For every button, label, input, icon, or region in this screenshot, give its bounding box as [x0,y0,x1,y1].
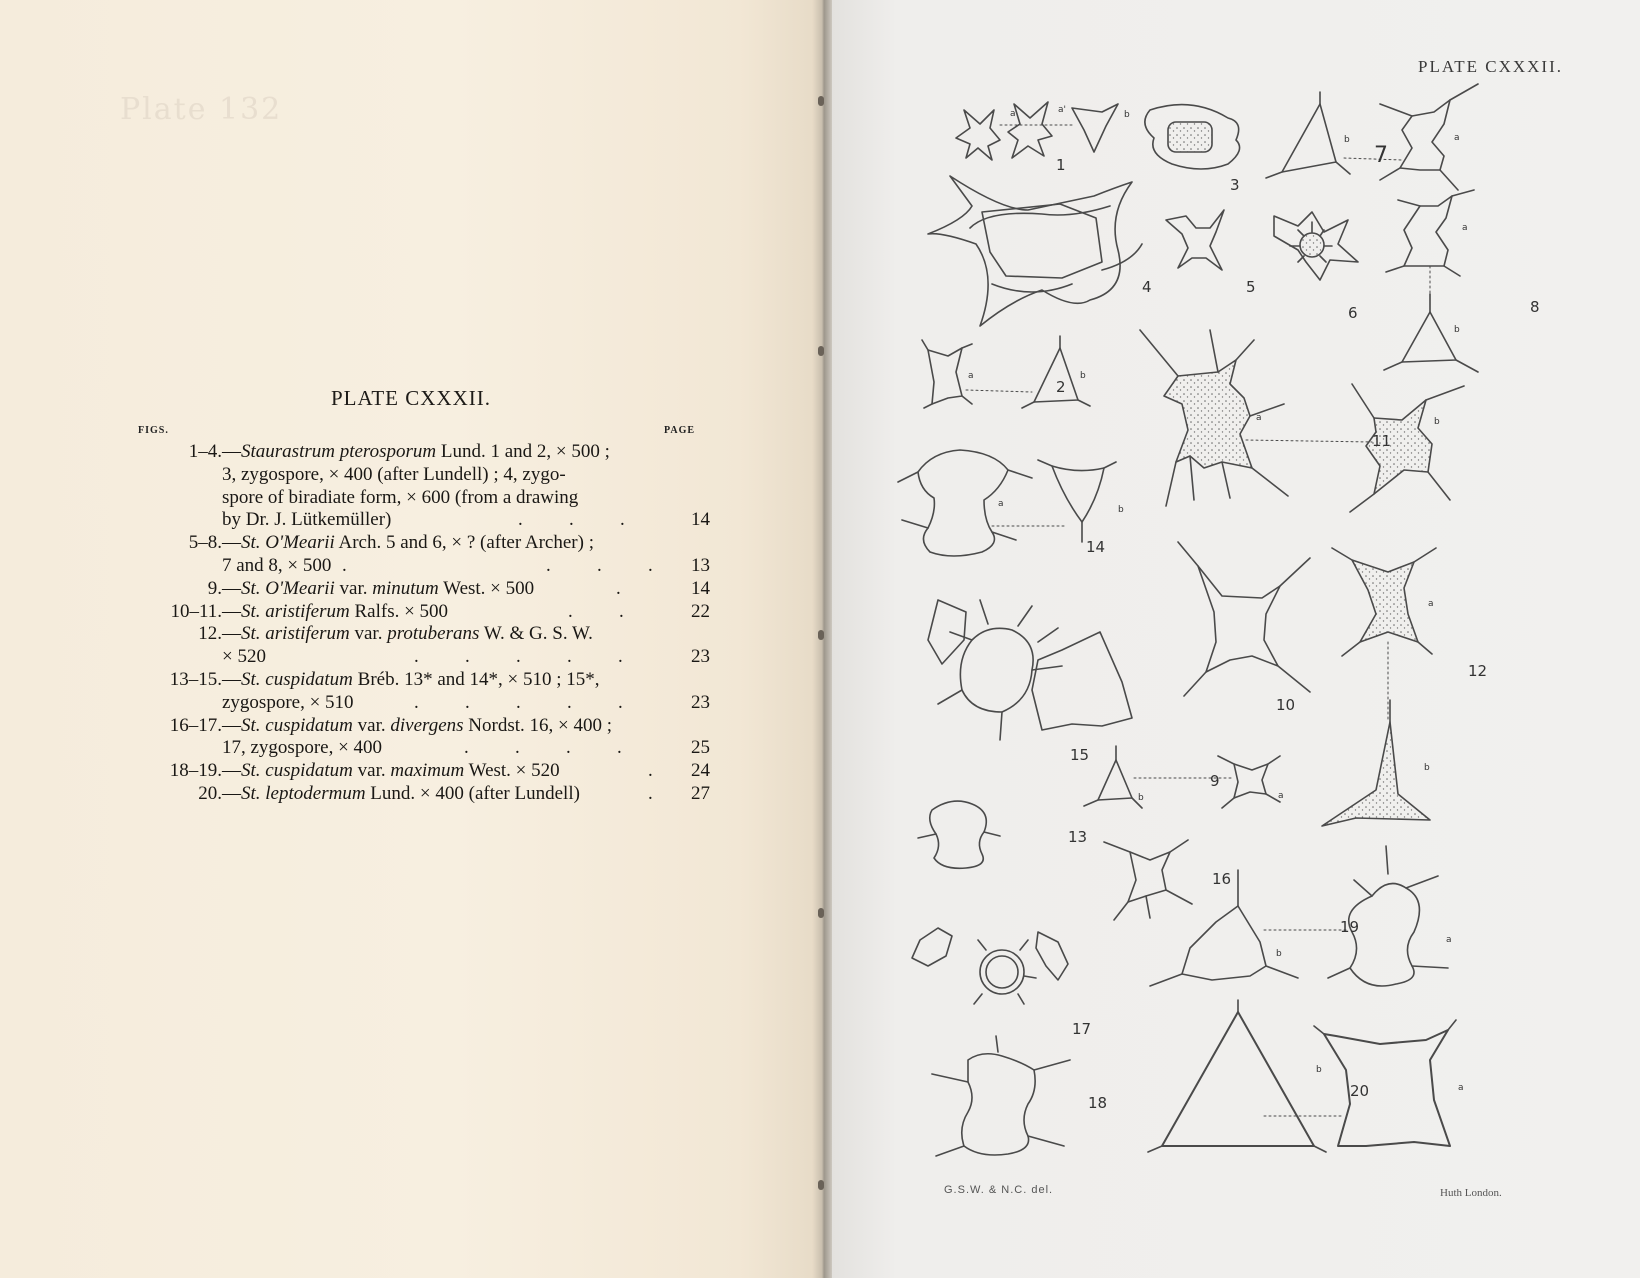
figure-number-label: 14 [1086,538,1106,556]
binding-stitch [818,346,824,356]
entry-detail: Bréb. 13* and 14*, × 510 ; 15*, [352,668,600,690]
list-item: 13–15. —St. cuspidatum Bréb. 13* and 14*, × 510 ; 15*, [169,668,600,690]
plate-illustrations [832,0,1640,1278]
page-number: 22 [691,600,710,622]
view-label: a' [1058,105,1066,115]
figure-6 [1274,212,1358,280]
page-number: 13 [691,554,710,576]
variety-name: protuberans [387,623,480,645]
entry-detail: zygospore, × 510 [222,691,354,713]
entry-detail: 7 and 8, × 500 [222,554,332,576]
fig-range: 12. [198,623,222,645]
leader-dots: . . . [518,509,625,531]
figure-number-label: 16 [1212,870,1232,888]
figure-13 [918,801,1000,868]
figure-15 [928,600,1132,740]
figure-1 [956,102,1130,160]
entry-detail: West. × 500 [438,577,535,599]
list-item: 9. —St. O'Mearii var. minutum West. × 500 . 14 [207,577,710,599]
species-name: St. leptodermum [241,782,366,804]
species-name: St. O'Mearii [241,532,335,554]
figure-number-label: 20 [1350,1082,1370,1100]
entry-detail: Lund. 1 and 2, × 500 ; [436,441,610,462]
entry-detail: Ralfs. × 500 [349,600,449,622]
view-label: a [998,499,1004,509]
page-number: 25 [691,737,710,759]
figure-number-label: 1 [1056,156,1066,174]
leader-dots: . [648,782,653,804]
page-number: 23 [691,691,710,713]
view-label: b [1424,763,1430,773]
figure-number-label: 3 [1230,176,1240,194]
figure-number-label: 10 [1276,696,1296,714]
leader-dots: . . . . . [414,691,623,713]
view-label: b [1138,793,1144,803]
plate-title: PLATE CXXXII. [1418,57,1563,76]
figure-number-label: 8 [1530,298,1540,316]
page-number: 14 [691,509,710,531]
list-item: 18–19. —St. cuspidatum var. maximum West. × 520 . 24 [169,760,710,782]
figure-20 [1148,1000,1464,1152]
species-name: St. aristiferum [241,600,350,622]
entry-detail: 17, zygospore, × 400 [222,737,383,759]
figure-number-label: 19 [1340,918,1360,936]
entry-detail: × 520 [222,646,266,668]
figure-11 [1140,330,1464,512]
figure-10 [1178,542,1310,696]
printer-credit: Huth London. [1440,1187,1502,1199]
figure-3 [1145,105,1240,169]
view-label: a [1256,413,1262,423]
entry-detail: W. & G. S. W. [479,623,593,645]
entry-detail: Lund. × 400 (after Lundell) [365,782,580,804]
page-title: PLATE CXXXII. [331,386,491,410]
figure-number-label: 7 [1374,143,1388,168]
ghost-show-through-text: Plate 132 [120,92,283,127]
binding-stitch [818,630,824,640]
figure-4 [928,176,1142,326]
leader-dots: . . . . [464,737,622,759]
figure-number-label: 5 [1246,278,1256,296]
binding-stitch [818,908,824,918]
leader-dots: . [648,760,653,782]
species-name: St. cuspidatum [241,714,353,736]
figure-number-label: 9 [1210,772,1220,790]
view-label: b [1316,1065,1322,1075]
figure-number-label: 2 [1056,378,1066,396]
figs-column-header: FIGS. [138,425,169,436]
figure-12 [1322,548,1436,826]
view-label: a [1010,109,1016,119]
view-label: b [1118,505,1124,515]
fig-range: 10–11. [170,600,222,622]
variety-name: maximum [390,760,465,782]
figure-7 [1266,84,1478,190]
fig-range: 5–8. [188,532,222,554]
entry-detail: spore of biradiate form, × 600 (from a drawing [222,486,579,508]
figure-number-label: 15 [1070,746,1090,764]
species-name: St. aristiferum [241,623,350,645]
figure-9 [1084,746,1284,808]
fig-range: 9. [207,577,222,599]
fig-range: 16–17. [169,714,222,736]
figure-index-list [118,441,708,806]
view-label: a [1454,133,1460,143]
figure-2 [922,336,1090,408]
list-item: 20. —St. leptodermum Lund. × 400 (after Lundell) . 27 [198,782,710,804]
leader-dots: . . . . [342,554,653,576]
variety-name: minutum [372,577,439,599]
figure-19 [1150,846,1452,986]
view-label: b [1344,135,1350,145]
entry-detail: West. × 520 [464,760,560,782]
leader-dots: . . [568,600,624,622]
variety-name: divergens [390,714,464,736]
view-label: b [1080,371,1086,381]
figure-5 [1166,210,1224,270]
binding-stitch [818,1180,824,1190]
list-item: 16–17. —St. cuspidatum var. divergens Nordst. 16, × 400 ; [169,714,612,736]
list-item: 12. —St. aristiferum var. protuberans W. & G. S. W. [198,623,593,645]
figure-number-label: 12 [1468,662,1488,680]
page-number: 27 [691,782,710,804]
species-name: St. O'Mearii [241,577,335,599]
view-label: a [1428,599,1434,609]
list-item [118,441,708,464]
leader-dots: . . . . . [414,646,623,668]
view-label: b [1454,325,1460,335]
figure-8 [1384,190,1478,372]
page-column-header: PAGE [664,425,696,436]
artist-credit: G.S.W. & N.C. del. [944,1184,1054,1196]
figure-number-label: 6 [1348,304,1358,322]
view-label: a [968,371,974,381]
figure-17 [912,928,1068,1004]
species-name: St. cuspidatum [241,760,353,782]
figure-number-label: 4 [1142,278,1152,296]
list-item: 5–8. —St. O'Mearii Arch. 5 and 6, × ? (after Archer) ; [188,532,594,554]
entry-detail: by Dr. J. Lütkemüller) [222,509,392,531]
fig-range: 18–19. [169,760,222,782]
view-label: a [1458,1083,1464,1093]
dash: — [222,441,241,462]
view-label: b [1124,110,1130,120]
list-item: 10–11. —St. aristiferum Ralfs. × 500 . . 22 [170,600,710,622]
figure-number-label: 17 [1072,1020,1092,1038]
leader-dots: . [616,577,621,599]
entry-detail: Arch. 5 and 6, × ? (after Archer) ; [334,532,594,554]
fig-range: 13–15. [169,668,222,690]
species-name: St. cuspidatum [241,668,353,690]
view-label: b [1434,417,1440,427]
page-number: 23 [691,646,710,668]
fig-range: 1–4. [188,441,222,462]
view-label: a [1446,935,1452,945]
page-number: 24 [691,760,710,782]
figure-number-label: 11 [1372,432,1392,450]
figure-number-label: 18 [1088,1094,1108,1112]
binding-stitch [818,96,824,106]
entry-detail: 3, zygospore, × 400 (after Lundell) ; 4, zygo- [222,463,566,485]
figure-number-label: 13 [1068,828,1088,846]
fig-range: 20. [198,782,222,804]
entry-detail: Nordst. 16, × 400 ; [463,714,612,736]
view-label: a [1278,791,1284,801]
species-name: Staurastrum pterosporum [241,441,437,462]
page-number: 14 [691,577,710,599]
view-label: a [1462,223,1468,233]
view-label: b [1276,949,1282,959]
figure-18 [932,1036,1070,1156]
figure-16 [1104,840,1192,920]
